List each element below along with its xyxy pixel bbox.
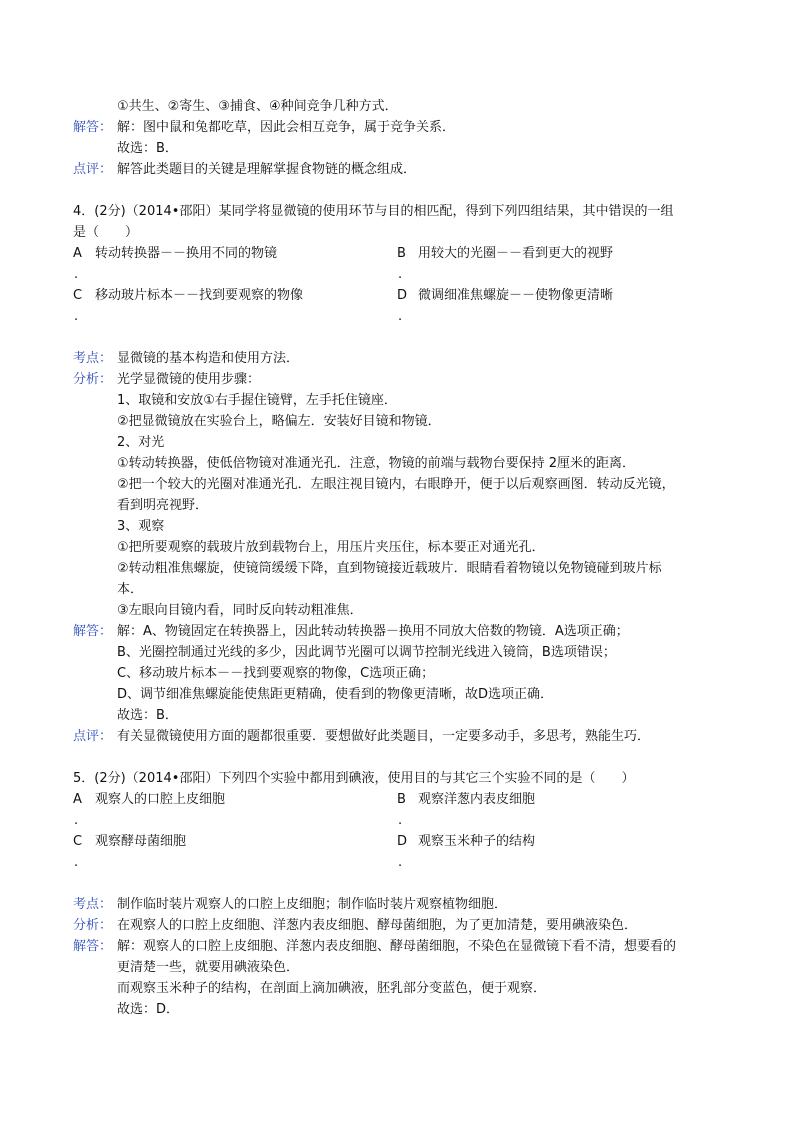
point-tag: 考点： bbox=[73, 897, 113, 912]
answer-tag: 解答： bbox=[73, 624, 113, 639]
option-c-text: 移动玻片标本－－找到要观察的物像 bbox=[95, 288, 304, 303]
text-line: 2、对光 bbox=[117, 435, 165, 450]
text-line: 故选：B． bbox=[117, 708, 178, 723]
text-line: 本． bbox=[117, 582, 144, 597]
text-line: ②把显微镜放在实验台上，略偏左．安装好目镜和物镜． bbox=[117, 414, 441, 429]
analysis-tag: 分析： bbox=[73, 372, 113, 387]
text-line: 光学显微镜的使用步骤： bbox=[117, 372, 261, 387]
option-dot: . bbox=[74, 309, 79, 324]
text-line: 解：图中鼠和兔都吃草，因此会相互竞争，属于竞争关系． bbox=[117, 120, 456, 135]
answer-tag: 解答： bbox=[73, 939, 113, 954]
option-d-letter: D bbox=[397, 288, 408, 303]
option-dot: . bbox=[398, 309, 403, 324]
option-dot: . bbox=[398, 267, 403, 282]
comment-tag: 点评： bbox=[73, 729, 113, 744]
option-dot: . bbox=[74, 813, 79, 828]
text-line: ①转动转换器，使低倍物镜对准通光孔．注意，物镜的前端与载物台要保持 2厘米的距离． bbox=[117, 456, 636, 471]
option-d-text: 观察玉米种子的结构 bbox=[418, 834, 536, 849]
text-line: ②把一个较大的光圈对准通光孔．左眼注视目镜内，右眼睁开，便于以后观察画图．转动反光镜， bbox=[117, 477, 675, 492]
text-line: 解：A、物镜固定在转换器上，因此转动转换器－换用不同放大倍数的物镜．A选项正确； bbox=[117, 624, 629, 639]
question-4-stem-cont: 是（ ） bbox=[73, 225, 139, 240]
option-d-text: 微调细准焦螺旋－－使物像更清晰 bbox=[418, 288, 614, 303]
text-line: ②转动粗准焦螺旋，使镜筒缓缓下降，直到物镜接近载玻片．眼睛看着物镜以免物镜碰到玻片标 bbox=[117, 561, 662, 576]
text-line: 在观察人的口腔上皮细胞、洋葱内表皮细胞、酵母菌细胞，为了更加清楚，要用碘液染色． bbox=[117, 918, 638, 933]
text-line: 显微镜的基本构造和使用方法． bbox=[117, 351, 300, 366]
text-line: 有关显微镜使用方面的题都很重要．要想做好此类题目，一定要多动手，多思考，熟能生巧． bbox=[117, 729, 651, 744]
option-c-text: 观察酵母菌细胞 bbox=[95, 834, 187, 849]
text-line: B、光圈控制通过光线的多少，因此调节光圈可以调节控制光线进入镜筒，B选项错误； bbox=[117, 645, 616, 660]
answer-tag: 解答： bbox=[73, 120, 113, 135]
text-line: 3、观察 bbox=[117, 519, 165, 534]
option-d-letter: D bbox=[397, 834, 408, 849]
option-dot: . bbox=[398, 855, 403, 870]
option-a-text: 观察人的口腔上皮细胞 bbox=[95, 792, 226, 807]
text-line: 看到明亮视野． bbox=[117, 498, 209, 513]
text-line: 故选：B． bbox=[117, 141, 178, 156]
option-c-letter: C bbox=[73, 288, 83, 303]
option-c-letter: C bbox=[73, 834, 83, 849]
option-a-letter: A bbox=[73, 792, 82, 807]
text-line: C、移动玻片标本－－找到要观察的物像，C选项正确； bbox=[117, 666, 435, 681]
option-b-letter: B bbox=[397, 246, 406, 261]
text-line: 更清楚一些，就要用碘液染色． bbox=[117, 960, 300, 975]
question-5-stem: 5．(2分)（2014•邵阳）下列四个实验中都用到碘液，使用目的与其它三个实验不同的是（ ） bbox=[73, 771, 635, 786]
option-b-letter: B bbox=[397, 792, 406, 807]
option-dot: . bbox=[398, 813, 403, 828]
text-line: 解答此类题目的关键是理解掌握食物链的概念组成． bbox=[117, 162, 417, 177]
text-line: ①把所要观察的载玻片放到载物台上，用压片夹压住，标本要正对通光孔． bbox=[117, 540, 545, 555]
text-line: 制作临时装片观察人的口腔上皮细胞；制作临时装片观察植物细胞． bbox=[117, 897, 508, 912]
point-tag: 考点： bbox=[73, 351, 113, 366]
text-line: ①共生、②寄生、③捕食、④种间竞争几种方式． bbox=[117, 99, 398, 114]
text-line: 而观察玉米种子的结构，在剖面上滴加碘液，胚乳部分变蓝色，便于观察． bbox=[117, 981, 547, 996]
option-b-text: 用较大的光圈－－看到更大的视野 bbox=[418, 246, 614, 261]
text-line: 1、取镜和安放①右手握住镜臂，左手托住镜座． bbox=[117, 393, 397, 408]
question-4-stem: 4．(2分)（2014•邵阳）某同学将显微镜的使用环节与目的相匹配，得到下列四组结果，其中错误的一组 bbox=[73, 204, 674, 219]
option-a-letter: A bbox=[73, 246, 82, 261]
option-a-text: 转动转换器－－换用不同的物镜 bbox=[95, 246, 278, 261]
text-line: D、调节细准焦螺旋能使焦距更精确，使看到的物像更清晰，故D选项正确． bbox=[117, 687, 554, 702]
option-b-text: 观察洋葱内表皮细胞 bbox=[418, 792, 536, 807]
option-dot: . bbox=[74, 267, 79, 282]
comment-tag: 点评： bbox=[73, 162, 113, 177]
analysis-tag: 分析： bbox=[73, 918, 113, 933]
text-line: 故选：D． bbox=[117, 1002, 180, 1017]
option-dot: . bbox=[74, 855, 79, 870]
text-line: 解：观察人的口腔上皮细胞、洋葱内表皮细胞、酵母菌细胞，不染色在显微镜下看不清，想要看的 bbox=[117, 939, 677, 954]
text-line: ③左眼向目镜内看，同时反向转动粗准焦． bbox=[117, 603, 363, 618]
